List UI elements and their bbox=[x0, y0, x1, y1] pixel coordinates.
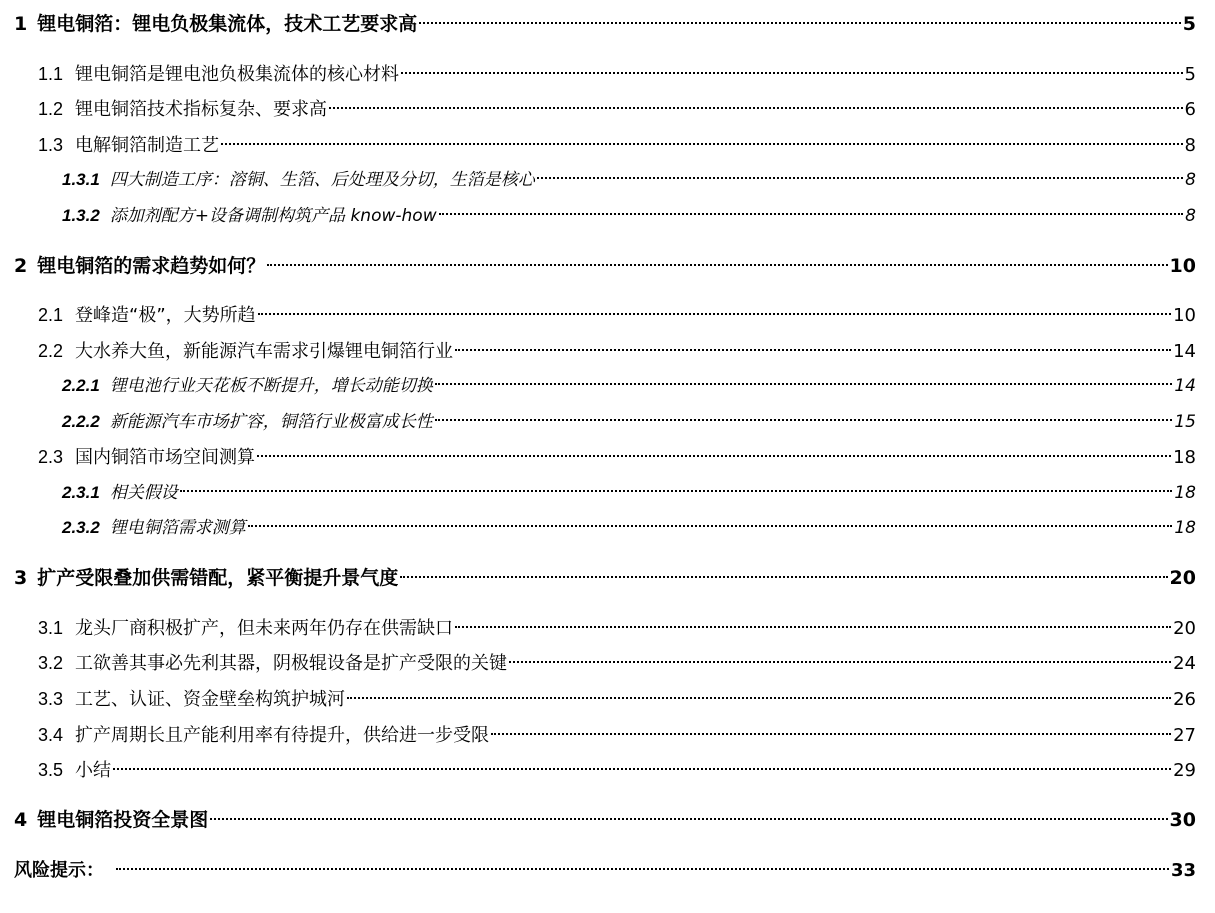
dot-leader bbox=[267, 264, 1167, 266]
toc-number: 3.3 bbox=[38, 689, 64, 709]
dot-leader bbox=[439, 213, 1184, 215]
toc-page: 26 bbox=[1173, 689, 1196, 710]
dot-leader bbox=[258, 313, 1171, 315]
toc-entry-3-5[interactable] bbox=[38, 756, 1196, 784]
toc-page: 27 bbox=[1173, 725, 1196, 746]
dot-leader bbox=[180, 490, 1173, 492]
toc-entry-1-3[interactable] bbox=[38, 131, 1196, 159]
dot-leader bbox=[537, 177, 1183, 179]
toc-title: 风险提示： bbox=[14, 860, 104, 881]
toc-number: 3.2 bbox=[38, 653, 64, 673]
toc-number: 1.3.2 bbox=[62, 206, 100, 225]
toc-number: 2.1 bbox=[38, 305, 64, 325]
toc-page: 15 bbox=[1174, 412, 1196, 432]
toc-entry-3-4[interactable] bbox=[38, 721, 1196, 749]
dot-leader bbox=[509, 661, 1171, 663]
toc-entry-2-2[interactable] bbox=[38, 337, 1196, 365]
toc-entry-2-3[interactable] bbox=[38, 443, 1196, 471]
dot-leader bbox=[419, 22, 1181, 24]
toc-title: 登峰造“极”，大势所趋 bbox=[75, 305, 256, 326]
toc-entry-4[interactable] bbox=[14, 806, 1196, 834]
toc-title: 锂电铜箔的需求趋势如何？ bbox=[37, 255, 266, 277]
toc-number: 2.2.1 bbox=[62, 376, 100, 395]
toc-page: 8 bbox=[1185, 170, 1196, 190]
toc-title: 国内铜箔市场空间测算 bbox=[75, 447, 256, 468]
toc-page: 18 bbox=[1174, 483, 1196, 503]
dot-leader bbox=[221, 143, 1183, 145]
toc-number: 1 bbox=[14, 13, 28, 35]
toc-title: 锂电铜箔需求测算 bbox=[109, 518, 246, 538]
toc-page: 14 bbox=[1174, 376, 1196, 396]
dot-leader bbox=[435, 383, 1173, 385]
toc-entry-2[interactable] bbox=[14, 252, 1196, 280]
dot-leader bbox=[210, 818, 1167, 820]
dot-leader bbox=[113, 768, 1171, 770]
toc-number: 3.4 bbox=[38, 725, 64, 745]
dot-leader bbox=[455, 349, 1171, 351]
toc-title: 新能源汽车市场扩容，铜箔行业极富成长性 bbox=[109, 412, 433, 432]
toc-entry-3-1[interactable] bbox=[38, 614, 1196, 642]
toc-page: 29 bbox=[1173, 760, 1196, 781]
toc-page: 30 bbox=[1169, 809, 1196, 831]
dot-leader bbox=[116, 868, 1169, 870]
toc-page: 24 bbox=[1173, 653, 1196, 674]
toc-title: 扩产受限叠加供需错配，紧平衡提升景气度 bbox=[37, 567, 399, 589]
toc-entry-1-1[interactable] bbox=[38, 60, 1196, 88]
toc-number: 2.3 bbox=[38, 447, 64, 467]
toc-page: 8 bbox=[1184, 135, 1196, 156]
toc-title: 锂电池行业天花板不断提升，增长动能切换 bbox=[109, 376, 433, 396]
toc-title: 电解铜箔制造工艺 bbox=[75, 135, 220, 156]
toc-entry-2-2-1[interactable] bbox=[62, 372, 1196, 400]
toc-entry-risk[interactable] bbox=[14, 857, 1196, 885]
toc-title: 工欲善其事必先利其器，阴极辊设备是扩产受限的关键 bbox=[75, 653, 508, 674]
toc-entry-3-2[interactable] bbox=[38, 649, 1196, 677]
toc-entry-1[interactable] bbox=[14, 10, 1196, 38]
toc-entry-2-3-2[interactable] bbox=[62, 514, 1196, 542]
toc-number: 1.2 bbox=[38, 99, 64, 119]
toc-entry-3[interactable] bbox=[14, 564, 1196, 592]
toc-page: 14 bbox=[1173, 341, 1196, 362]
toc-page: 10 bbox=[1173, 305, 1196, 326]
toc-entry-1-3-2[interactable] bbox=[62, 202, 1196, 230]
toc-number: 1.3.1 bbox=[62, 170, 100, 189]
toc-page: 33 bbox=[1170, 860, 1196, 881]
toc-number: 3 bbox=[14, 567, 28, 589]
toc-title: 添加剂配方+设备调制构筑产品 know-how bbox=[109, 206, 437, 226]
toc-page: 10 bbox=[1169, 255, 1196, 277]
toc-entry-1-3-1[interactable] bbox=[62, 166, 1196, 194]
toc-page: 18 bbox=[1174, 518, 1196, 538]
toc-title: 龙头厂商积极扩产，但未来两年仍存在供需缺口 bbox=[75, 618, 454, 639]
toc-title: 四大制造工序：溶铜、生箔、后处理及分切，生箔是核心 bbox=[109, 170, 535, 190]
toc-entry-2-3-1[interactable] bbox=[62, 479, 1196, 507]
toc-number: 1.1 bbox=[38, 64, 64, 84]
toc-title: 小结 bbox=[75, 760, 112, 781]
toc-page: 5 bbox=[1182, 13, 1196, 35]
toc-number: 2 bbox=[14, 255, 28, 277]
toc-title: 大水养大鱼，新能源汽车需求引爆锂电铜箔行业 bbox=[75, 341, 454, 362]
toc-number: 4 bbox=[14, 809, 28, 831]
dot-leader bbox=[248, 525, 1173, 527]
toc-title: 扩产周期长且产能利用率有待提升，供给进一步受限 bbox=[75, 725, 490, 746]
toc-page: 8 bbox=[1185, 206, 1196, 226]
dot-leader bbox=[401, 72, 1183, 74]
toc-number: 2.2.2 bbox=[62, 412, 100, 431]
toc-number: 2.2 bbox=[38, 341, 64, 361]
toc-title: 工艺、认证、资金壁垒构筑护城河 bbox=[75, 689, 346, 710]
dot-leader bbox=[329, 107, 1183, 109]
toc-number: 3.5 bbox=[38, 760, 64, 780]
dot-leader bbox=[347, 697, 1171, 699]
toc-number: 2.3.1 bbox=[62, 483, 100, 502]
toc-entry-1-2[interactable] bbox=[38, 95, 1196, 123]
toc-page: 5 bbox=[1184, 64, 1196, 85]
toc-page: 20 bbox=[1169, 567, 1196, 589]
toc-page: 6 bbox=[1184, 99, 1196, 120]
toc-entry-2-2-2[interactable] bbox=[62, 408, 1196, 436]
toc-entry-3-3[interactable] bbox=[38, 685, 1196, 713]
toc-title: 锂电铜箔投资全景图 bbox=[37, 809, 209, 831]
dot-leader bbox=[257, 455, 1171, 457]
dot-leader bbox=[491, 733, 1171, 735]
toc-number: 2.3.2 bbox=[62, 518, 100, 537]
toc-number: 3.1 bbox=[38, 618, 64, 638]
toc-title: 锂电铜箔技术指标复杂、要求高 bbox=[75, 99, 328, 120]
toc-page: 20 bbox=[1173, 618, 1196, 639]
dot-leader bbox=[435, 419, 1173, 421]
toc-title: 锂电铜箔：锂电负极集流体，技术工艺要求高 bbox=[37, 13, 418, 35]
toc-page: 18 bbox=[1173, 447, 1196, 468]
toc-title: 相关假设 bbox=[109, 483, 178, 503]
toc-entry-2-1[interactable] bbox=[38, 301, 1196, 329]
dot-leader bbox=[455, 626, 1171, 628]
dot-leader bbox=[400, 576, 1167, 578]
toc-number: 1.3 bbox=[38, 135, 64, 155]
toc-title: 锂电铜箔是锂电池负极集流体的核心材料 bbox=[75, 64, 400, 85]
